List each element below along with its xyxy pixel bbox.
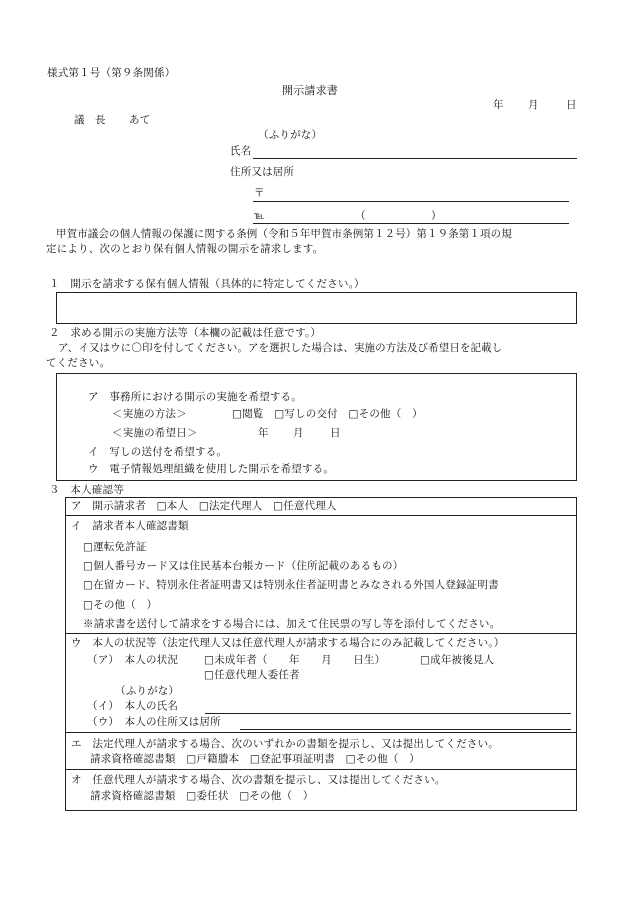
addressee-ate: あて — [129, 114, 151, 126]
section3-i-title: イ 請求者本人確認書類 — [71, 520, 189, 532]
section3-u-name-label: （イ） 本人の氏名 — [87, 700, 179, 712]
tel-paren-close: ） — [431, 210, 442, 222]
applicant-address-field[interactable] — [253, 201, 569, 202]
status-minor[interactable]: □未成年者（ 年 月 日生） — [204, 654, 386, 666]
applicant-address-label: 住所又は居所 — [230, 166, 295, 178]
principal-address-field[interactable] — [240, 729, 571, 730]
section1-input-box[interactable] — [56, 292, 577, 324]
date-wish-day: 日 — [330, 427, 341, 439]
section3-divider-1 — [65, 515, 577, 516]
section3-e-title: エ 法定代理人が請求する場合、次のいずれかの書類を提示し、又は提出してください。 — [71, 738, 499, 750]
page-title: 開示請求書 — [282, 84, 338, 97]
section3-u-address-label: （ウ） 本人の住所又は居所 — [87, 716, 221, 728]
section3-o-title: オ 任意代理人が請求する場合、次の書類を提示し、又は提出してください。 — [71, 774, 446, 786]
section2-note-line-1: ア、イ又はウに〇印を付してください。アを選択した場合は、実施の方法及び希望日を記載し — [58, 342, 503, 354]
applicant-name-label: 氏名 — [230, 145, 252, 157]
method-options[interactable]: □閲覧 □写しの交付 □その他（ ） — [232, 408, 423, 420]
addressee-cho: 長 — [95, 114, 106, 126]
intro-line-1: 甲賀市議会の個人情報の保護に関する条例（令和５年甲賀市条例第１２号）第１９条第１項の規 — [56, 228, 512, 240]
section3-a-row[interactable]: ア 開示請求者 □本人 □法定代理人 □任意代理人 — [71, 500, 337, 512]
tel-mark: ℡ — [254, 211, 265, 222]
addressee-gi: 議 — [74, 114, 85, 126]
section3-u-status-label: （ア） 本人の状況 — [87, 654, 179, 666]
date-month: 月 — [528, 99, 539, 111]
applicant-furigana: （ふりがな） — [258, 129, 323, 141]
section2-heading: ２ 求める開示の実施方法等（本欄の記載は任意です。） — [49, 327, 322, 339]
section3-e-docs[interactable]: 請求資格確認書類 □戸籍謄本 □登記事項証明書 □その他（ ） — [90, 753, 420, 765]
section1-heading: １ 開示を請求する保有個人情報（具体的に特定してください。） — [49, 278, 365, 290]
id-doc-license[interactable]: □運転免許証 — [83, 541, 147, 553]
status-principal[interactable]: □任意代理人委任者 — [204, 669, 300, 681]
applicant-name-field[interactable] — [253, 158, 577, 159]
form-label: 様式第１号（第９条関係） — [47, 67, 176, 79]
postal-mark: 〒 — [254, 187, 265, 199]
section2-option-i: イ 写しの送付を希望する。 — [88, 446, 228, 458]
date-wish-label: ＜実施の希望日＞ — [112, 427, 198, 439]
date-day: 日 — [566, 99, 577, 111]
intro-line-2: 定により、次のとおり保有個人情報の開示を請求します。 — [46, 243, 324, 255]
date-wish-month: 月 — [293, 427, 304, 439]
section2-option-u: ウ 電子情報処理組織を使用した開示を希望する。 — [88, 463, 335, 475]
section3-divider-4 — [65, 769, 577, 770]
section3-u-title: ウ 本人の状況等（法定代理人又は任意代理人が請求する場合にのみ記載してください。） — [71, 637, 505, 649]
section3-u-furigana: （ふりがな） — [115, 685, 180, 697]
id-doc-residence-card[interactable]: □在留カード、特別永住者証明書又は特別永住者証明書とみなされる外国人登録証明書 — [83, 579, 499, 591]
section2-option-a: ア 事務所における開示の実施を希望する。 — [88, 391, 302, 403]
section3-i-note: ※請求書を送付して請求をする場合には、加えて住民票の写し等を添付してください。 — [83, 618, 501, 630]
method-label: ＜実施の方法＞ — [112, 408, 187, 420]
section3-o-docs[interactable]: 請求資格確認書類 □委任状 □その他（ ） — [90, 790, 314, 802]
section3-divider-2 — [65, 633, 577, 634]
id-doc-other[interactable]: □その他（ ） — [83, 599, 158, 611]
tel-field[interactable] — [253, 223, 569, 224]
section2-note-line-2: てください。 — [46, 357, 111, 369]
section3-heading: ３ 本人確認等 — [49, 484, 124, 496]
id-doc-mynumber[interactable]: □個人番号カード又は住民基本台帳カード（住所記載のあるもの） — [83, 560, 404, 572]
status-adult-ward[interactable]: □成年被後見人 — [420, 654, 495, 666]
tel-paren-open: （ — [355, 210, 366, 222]
principal-name-field[interactable] — [205, 713, 571, 714]
section3-divider-3 — [65, 732, 577, 733]
date-year: 年 — [493, 99, 504, 111]
date-wish-year: 年 — [258, 427, 269, 439]
